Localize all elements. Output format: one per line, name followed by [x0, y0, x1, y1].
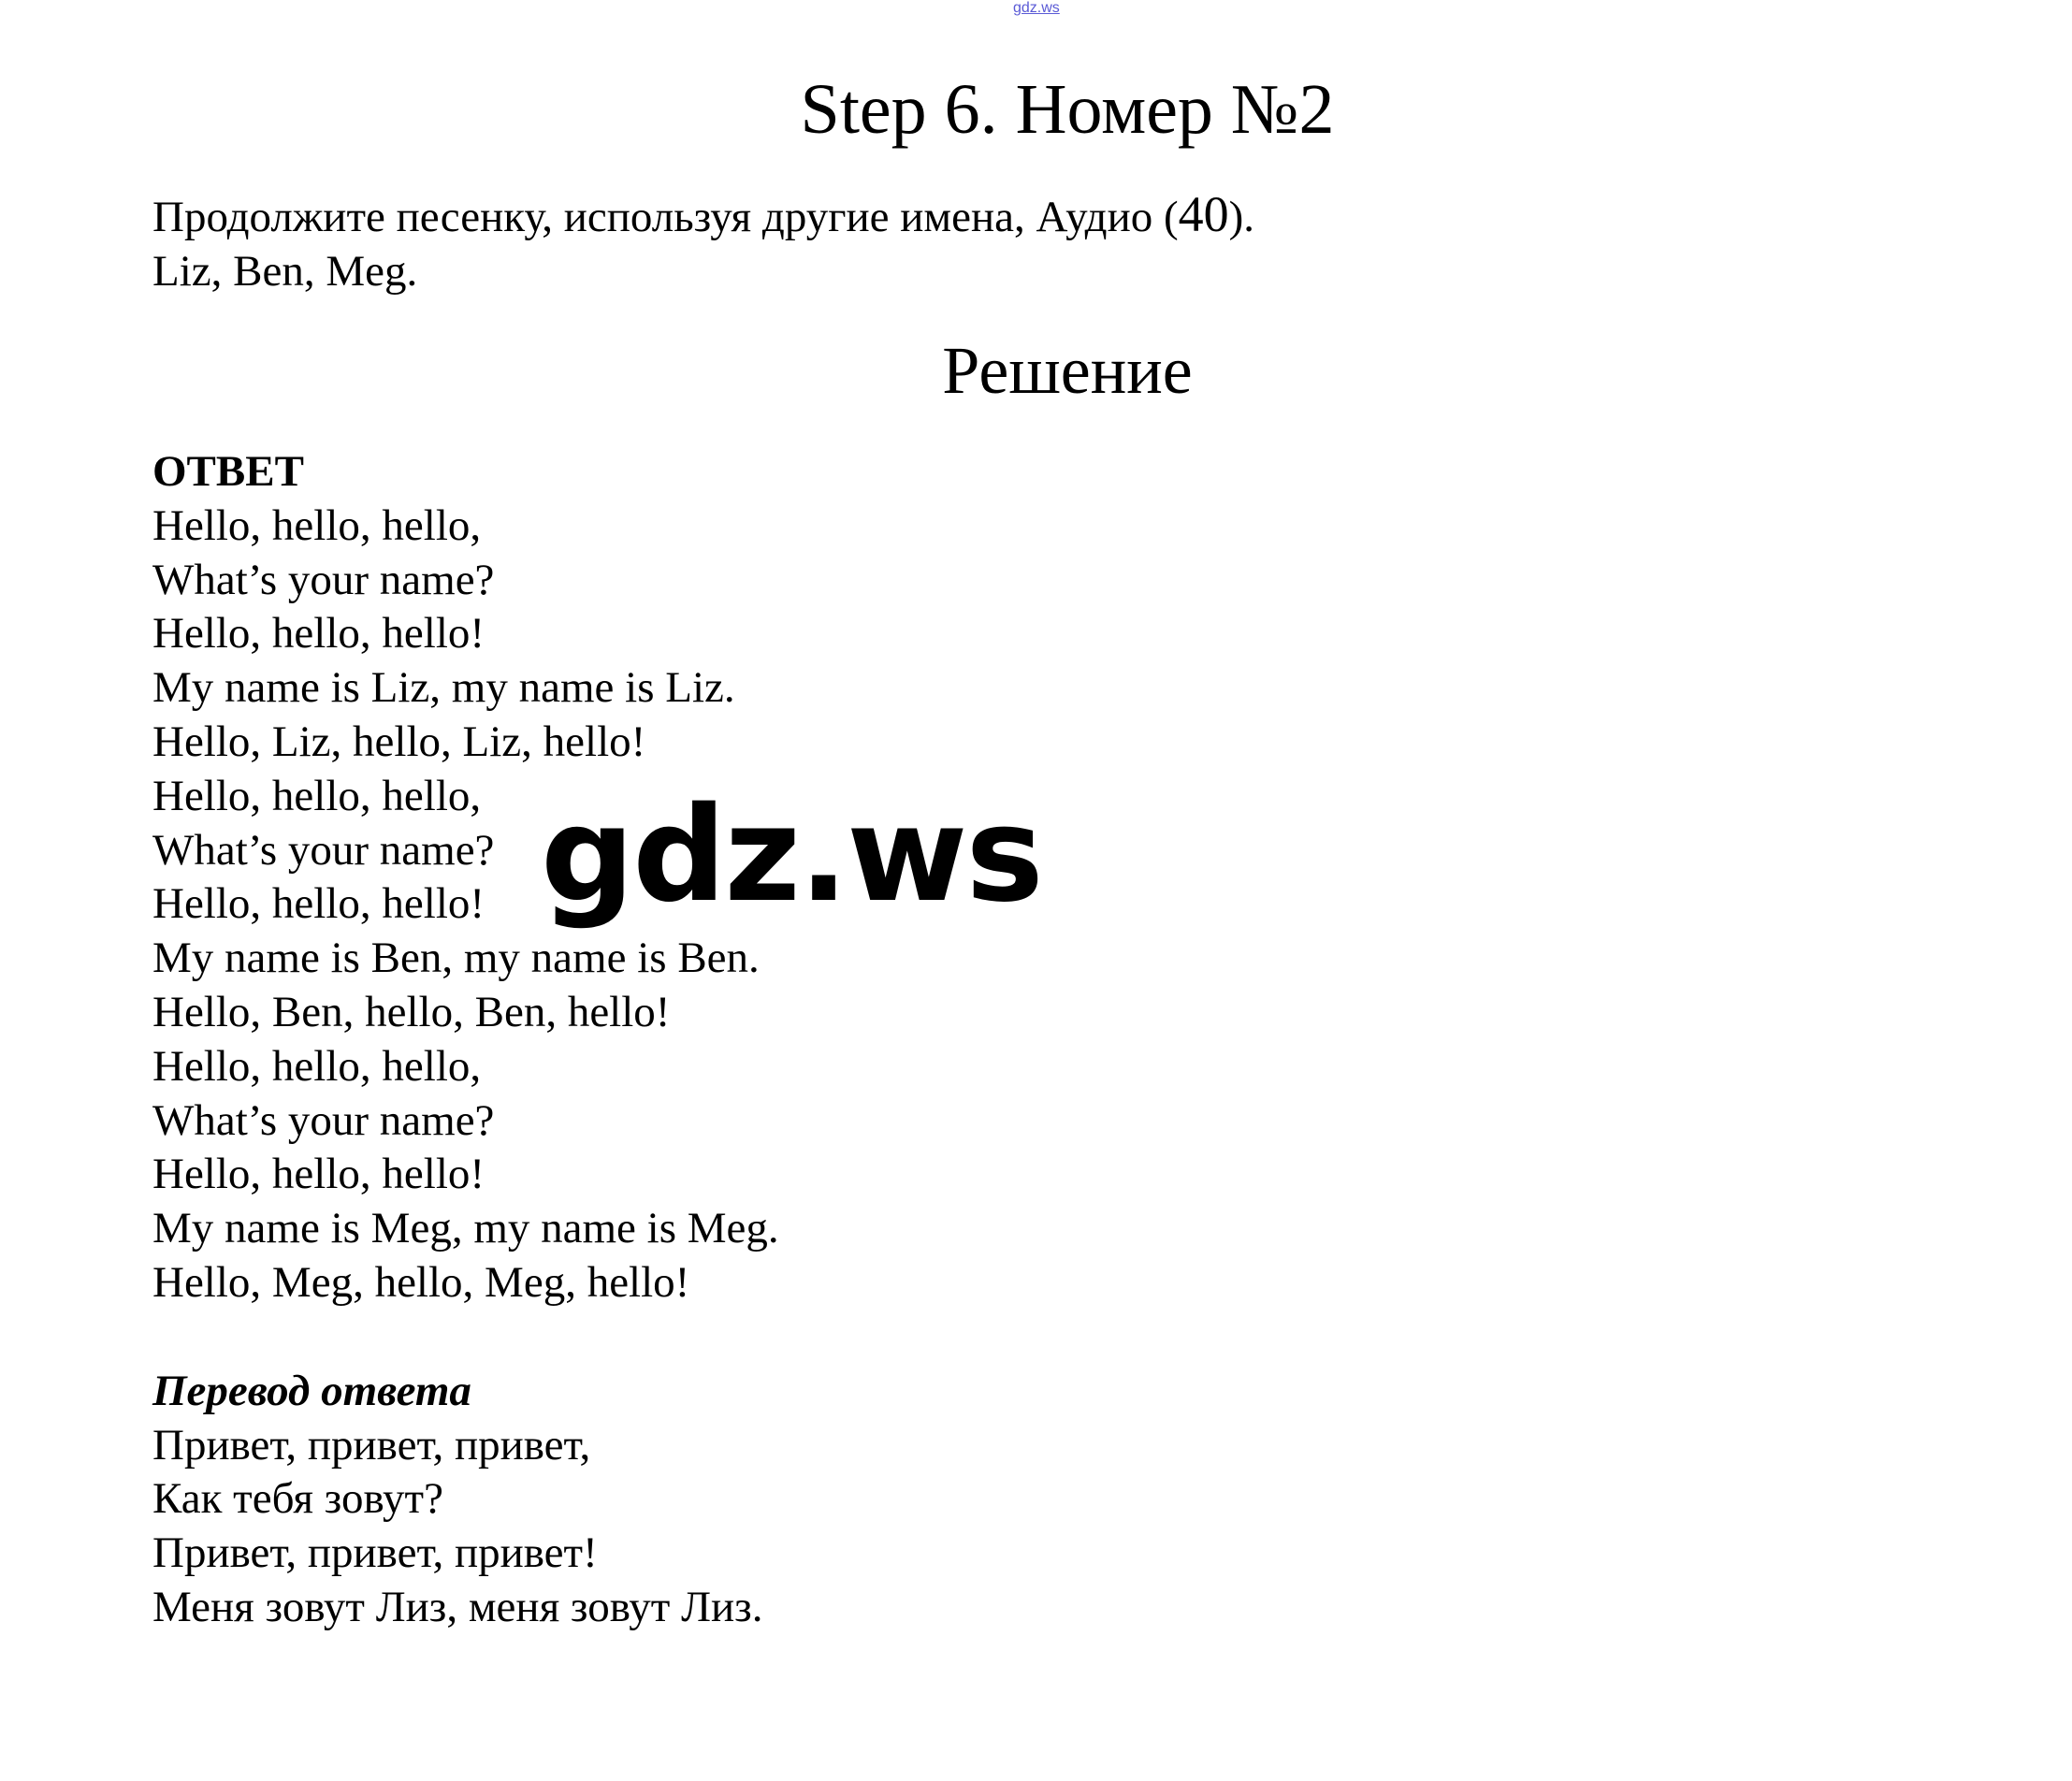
paragraph-gap — [152, 1310, 779, 1365]
solution-heading: Решение — [942, 333, 1193, 408]
answer-line: Hello, hello, hello, — [152, 500, 482, 550]
translation-line: Как тебя зовут? — [152, 1474, 443, 1524]
answer-line: Hello, hello, hello! — [152, 609, 485, 659]
answer-line: Hello, hello, hello! — [152, 879, 485, 929]
task-text — [152, 187, 1254, 298]
answer-block — [152, 445, 779, 1635]
task-instruction-end: ). — [1228, 193, 1255, 241]
translation-line: Меня зовут Лиз, меня зовут Лиз. — [152, 1582, 763, 1631]
answer-line: Hello, hello, hello! — [152, 1150, 485, 1199]
answer-line: My name is Meg, my name is Meg. — [152, 1204, 779, 1253]
answer-line: Hello, hello, hello, — [152, 771, 482, 820]
answer-line: What’s your name? — [152, 555, 495, 604]
watermark: gdz.ws — [541, 779, 1042, 932]
answer-heading: ОТВЕТ — [152, 447, 304, 496]
audio-number: 40 — [1178, 186, 1229, 242]
answer-line: Hello, Liz, hello, Liz, hello! — [152, 717, 646, 766]
answer-line: What’s your name? — [152, 1095, 495, 1145]
answer-line: Hello, Ben, hello, Ben, hello! — [152, 987, 671, 1036]
answer-line: Hello, hello, hello, — [152, 1041, 482, 1091]
translation-line: Привет, привет, привет! — [152, 1528, 598, 1578]
answer-line: Hello, Meg, hello, Meg, hello! — [152, 1257, 690, 1307]
site-link[interactable]: gdz.ws — [1013, 0, 1060, 16]
answer-line: My name is Liz, my name is Liz. — [152, 663, 735, 713]
translation-heading: Перевод ответа — [152, 1366, 471, 1415]
translation-line: Привет, привет, привет, — [152, 1420, 591, 1470]
task-instruction — [152, 187, 1254, 244]
page-title: Step 6. Номер №2 — [800, 70, 1335, 149]
answer-line: My name is Ben, my name is Ben. — [152, 934, 760, 983]
task-names: Liz, Ben, Meg. — [152, 247, 418, 296]
answer-line: What’s your name? — [152, 825, 495, 875]
task-instruction-start: Продолжите песенку, используя другие имена, Аудио ( — [152, 193, 1179, 241]
